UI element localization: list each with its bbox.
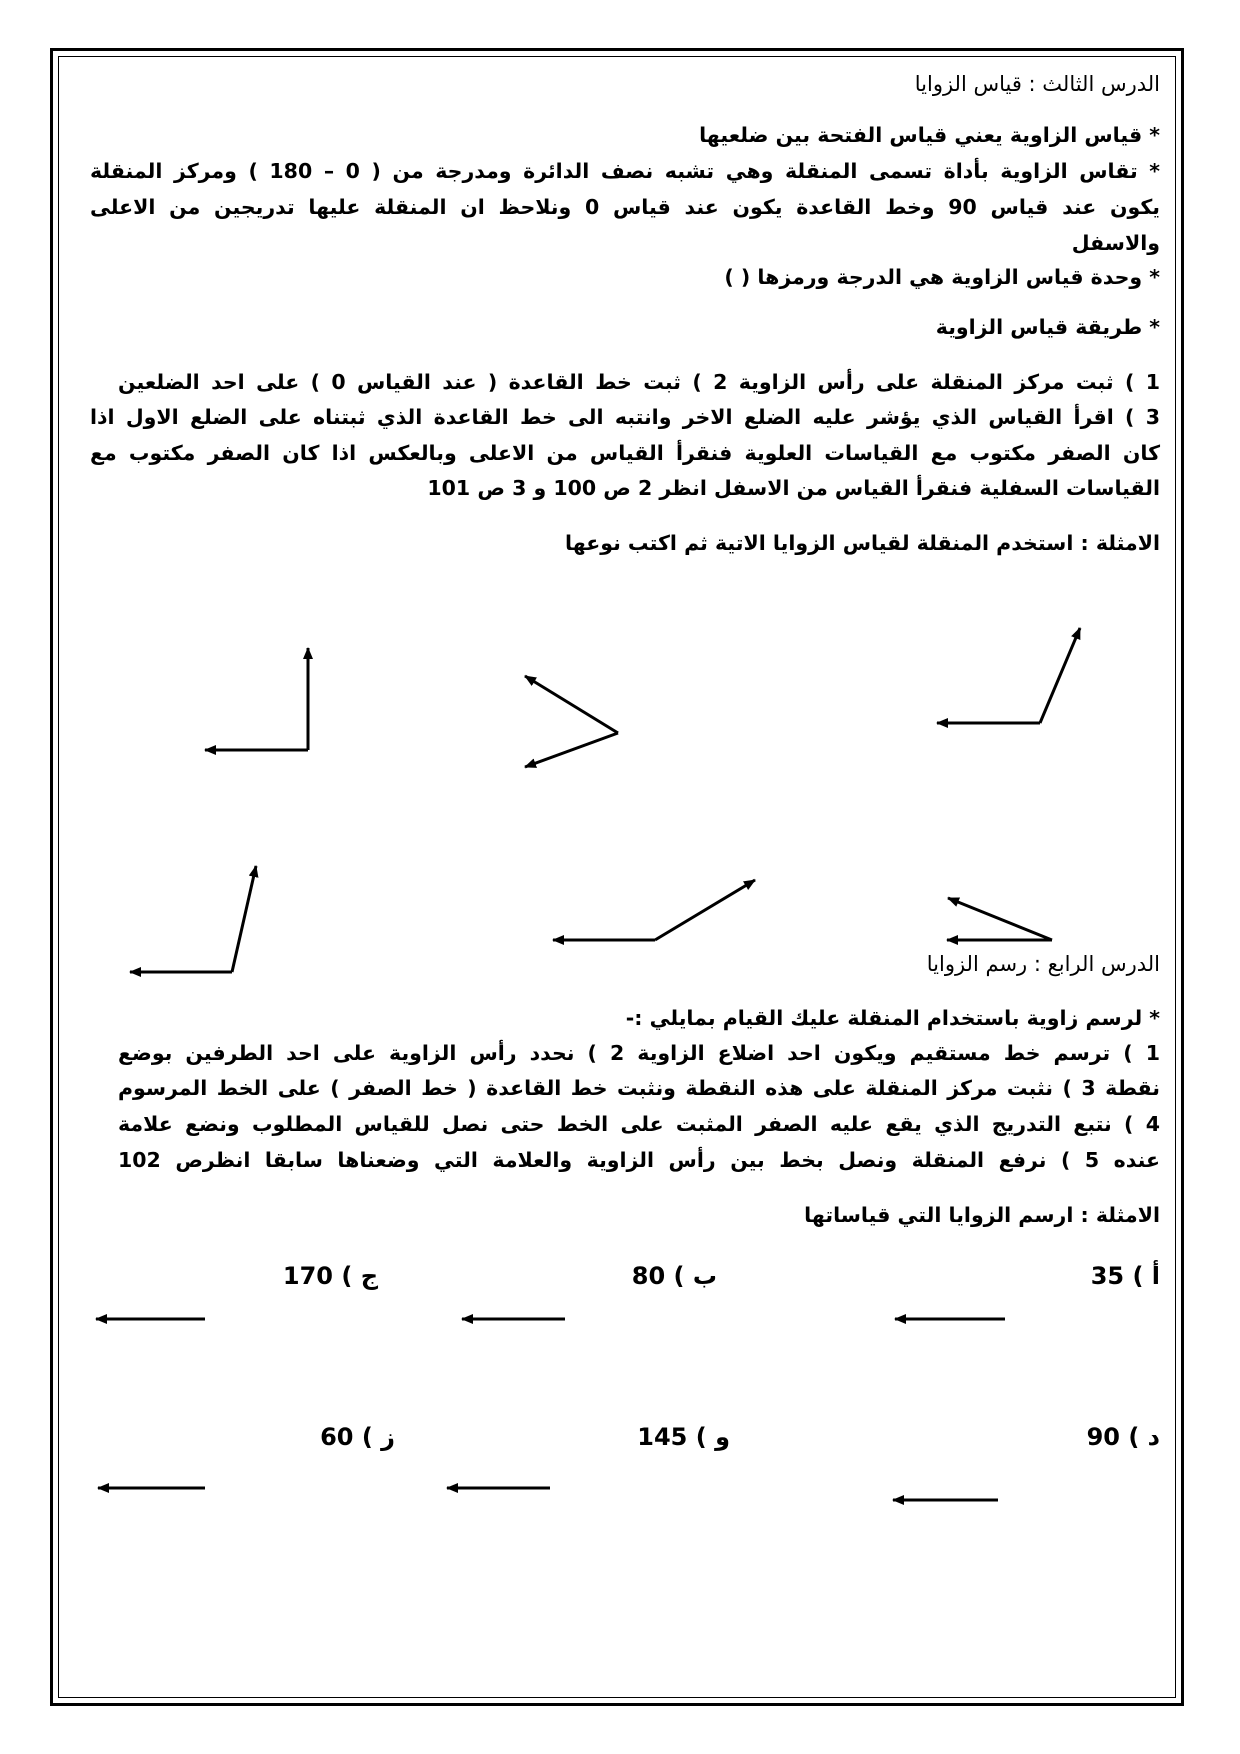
lesson4-title: الدرس الرابع : رسم الزوايا (926, 952, 1160, 976)
item-j-label: ج ) 170 (282, 1262, 378, 1290)
lesson4-examples: الامثلة : ارسم الزوايا التي قياساتها (804, 1203, 1160, 1227)
item-d-label: د ) 90 (1086, 1423, 1160, 1451)
item-w-label: و ) 145 (637, 1423, 730, 1451)
lesson4-line5: عنده 5 ) نرفع المنقلة ونصل بخط بين رأس الزاوية والعلامة التي وضعناها سابقا انظرص 102 (118, 1148, 1160, 1172)
lesson3-title: الدرس الثالث : قياس الزوايا (914, 72, 1160, 96)
lesson3-line1: * قياس الزاوية يعني قياس الفتحة بين ضلعيها (699, 123, 1160, 147)
item-a-label: أ ) 35 (1090, 1262, 1160, 1290)
lesson3-line5: * وحدة قياس الزاوية هي الدرجة ورمزها ( ) (724, 265, 1160, 289)
lesson3-line3: يكون عند قياس 90 وخط القاعدة يكون عند قياس 0 ونلاحظ ان المنقلة عليها تدريجين من الاعلى (90, 195, 1161, 219)
item-b-label: ب ) 80 (631, 1262, 717, 1290)
lesson4-line4: 4 ) نتبع التدريج الذي يقع عليه الصفر المثبت على الخط حتى نصل للقياس المطلوب ونضع علامة (118, 1112, 1160, 1136)
lesson3-examples: الامثلة : استخدم المنقلة لقياس الزوايا الاتية ثم اكتب نوعها (565, 531, 1160, 555)
lesson4-line1: * لرسم زاوية باستخدام المنقلة عليك القيام بمايلي :- (625, 1006, 1160, 1030)
method-line2: 3 ) اقرأ القياس الذي يؤشر عليه الضلع الاخر وانتبه الى خط القاعدة الذي ثبتناه على الضلع الاول اذا (90, 405, 1160, 429)
item-z-label: ز ) 60 (320, 1423, 395, 1451)
page-border-inner (58, 56, 1176, 1698)
method-line4: القياسات السفلية فنقرأ القياس من الاسفل انظر 2 ص 100 و 3 ص 101 (427, 476, 1160, 500)
method-line1: 1 ) ثبت مركز المنقلة على رأس الزاوية 2 ) ثبت خط القاعدة ( عند القياس 0 ) على احد الضلعين (118, 370, 1160, 394)
lesson4-line2: 1 ) ترسم خط مستقيم ويكون احد اضلاع الزاوية 2 ) نحدد رأس الزاوية على احد الطرفين بوضع (118, 1041, 1160, 1065)
method-title: * طريقة قياس الزاوية (935, 315, 1160, 339)
lesson4-line3: نقطة 3 ) نثبت مركز المنقلة على هذه النقطة ونثبت خط القاعدة ( خط الصفر ) على الخط المرسوم (118, 1076, 1160, 1100)
lesson3-line2: * تقاس الزاوية بأداة تسمى المنقلة وهي تشبه نصف الدائرة ومدرجة من ( 0 – 180 ) ومركز المنقلة (90, 159, 1160, 183)
method-line3: كان الصفر مكتوب مع القياسات العلوية فنقرأ القياس من الاعلى وبالعكس اذا كان الصفر مكتوب مع (90, 441, 1160, 465)
lesson3-line4: والاسفل (1071, 231, 1160, 255)
